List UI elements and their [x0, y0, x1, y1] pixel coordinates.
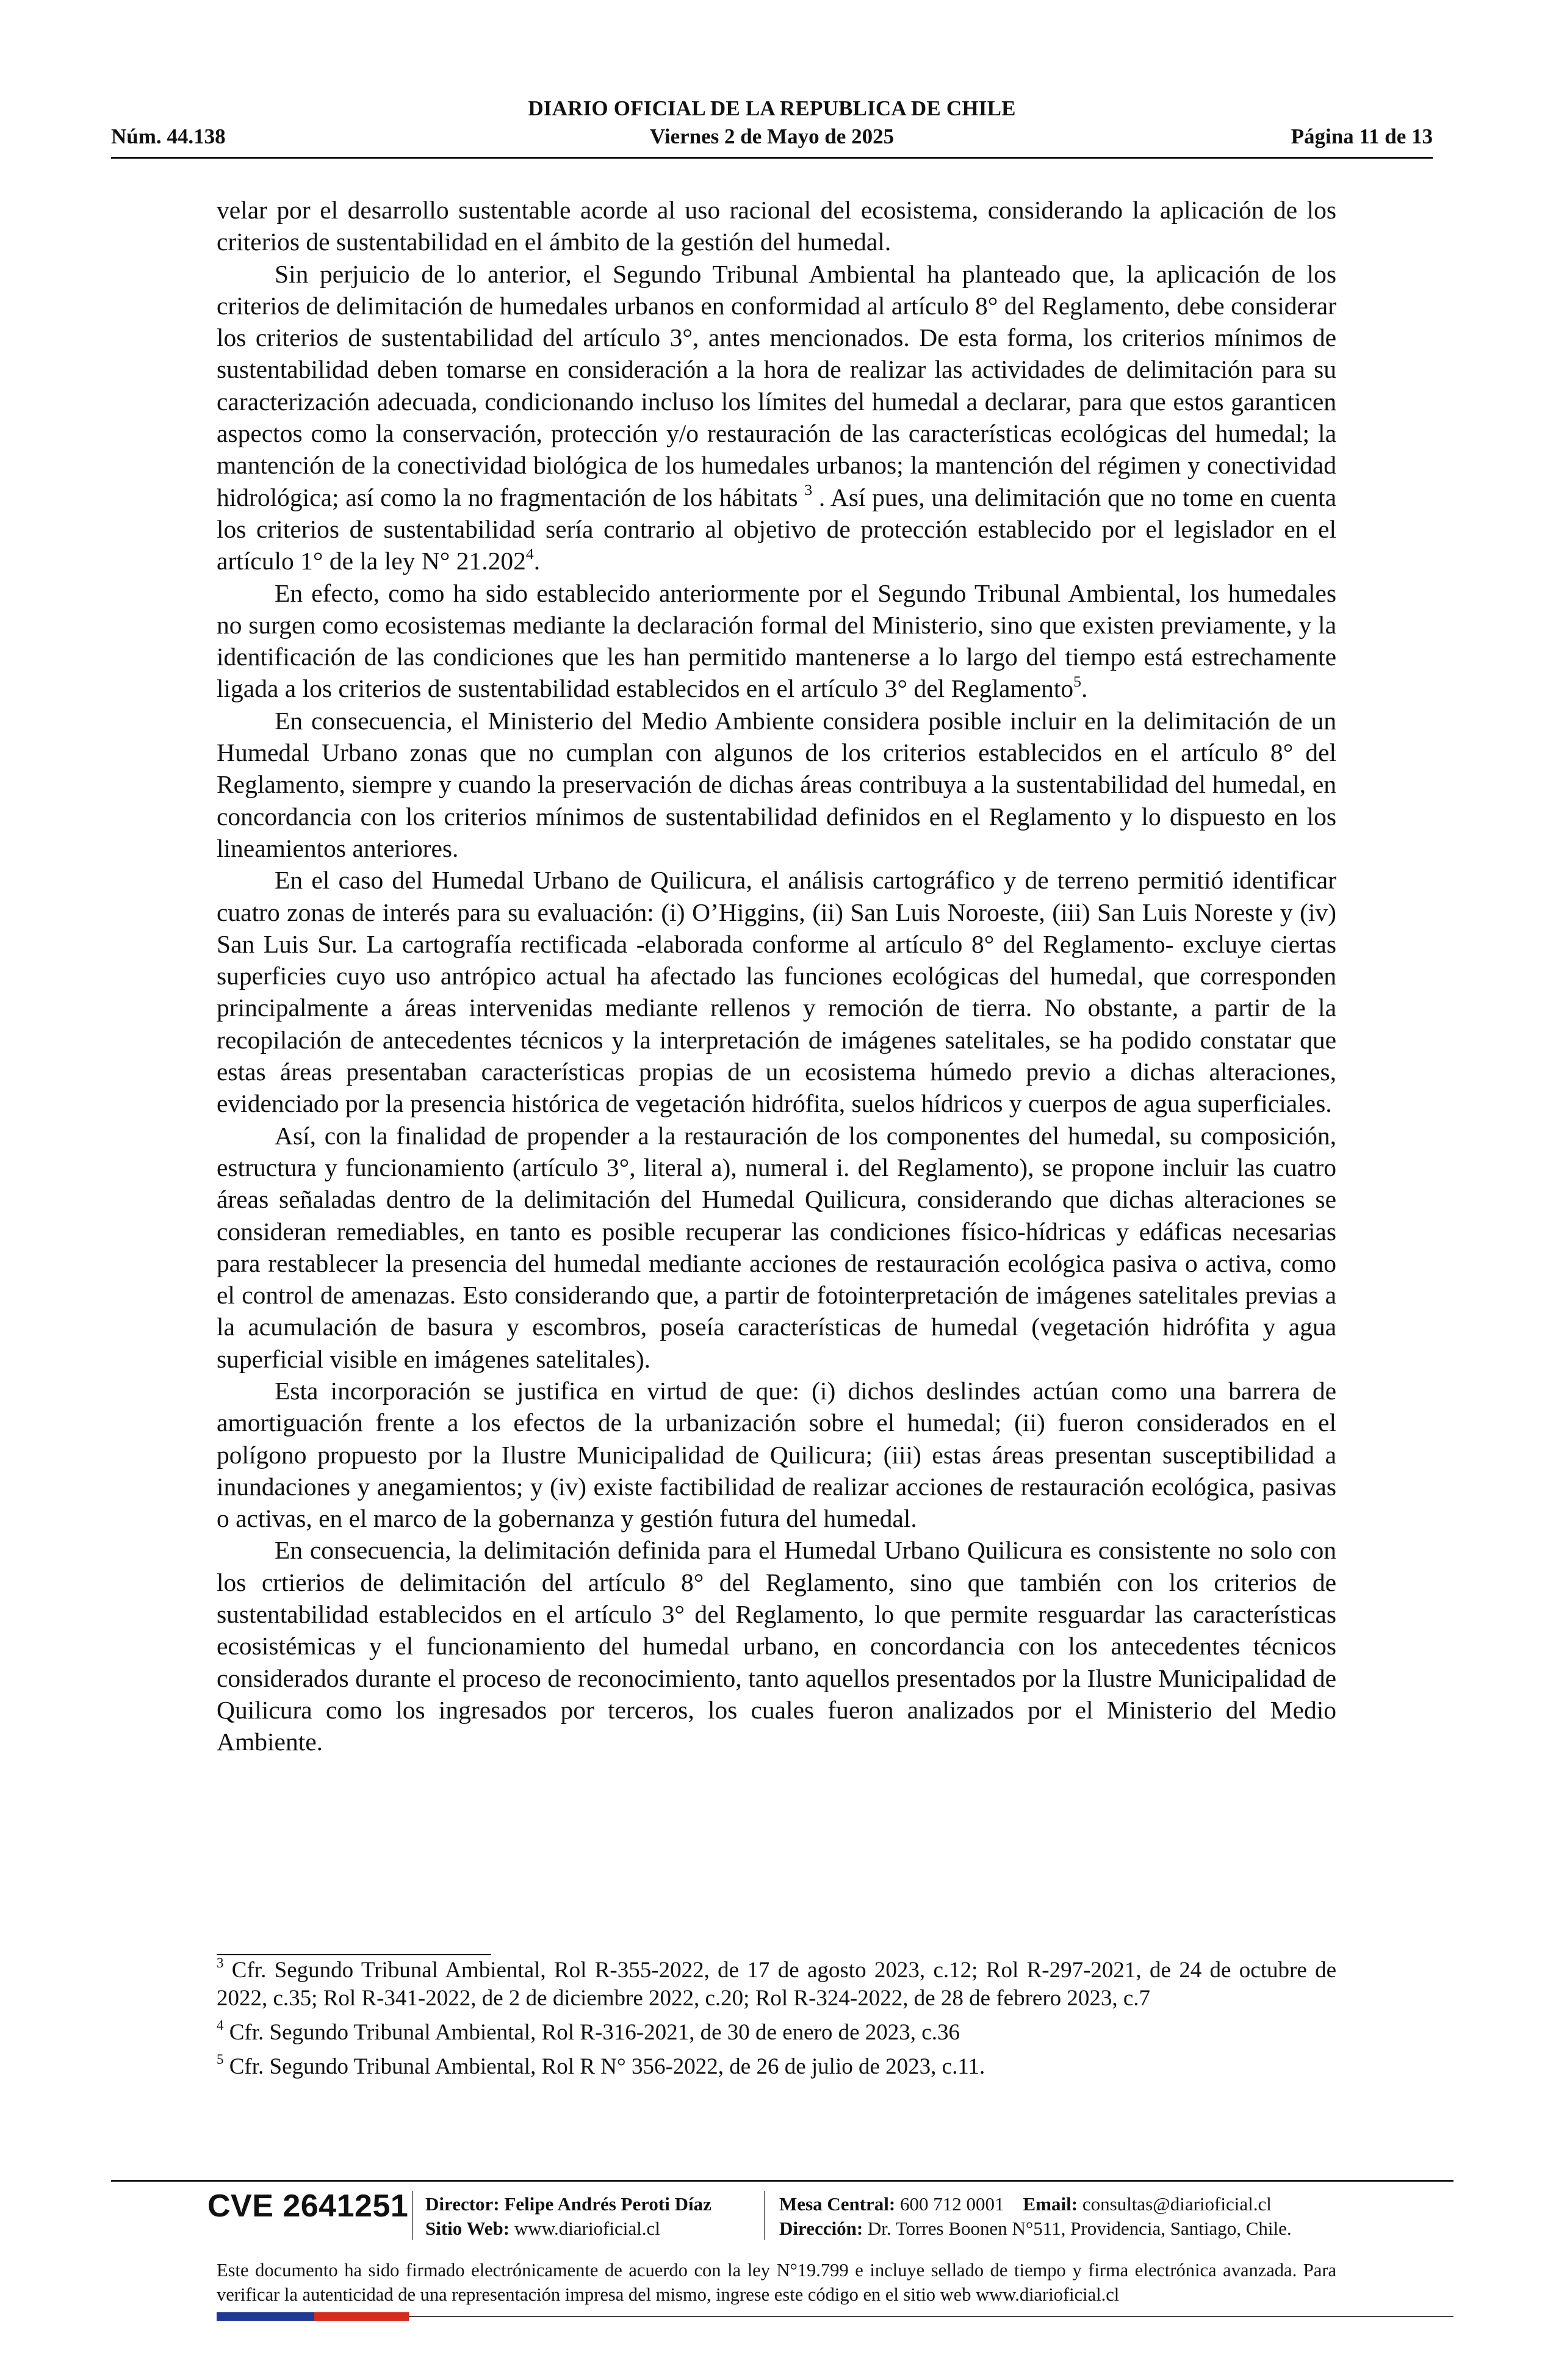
footnote-text: Cfr. Segundo Tribunal Ambiental, Rol R-316-2021, de 30 de enero de 2023, c.36	[223, 2020, 960, 2045]
body-paragraph: Esta incorporación se justifica en virtud de que: (i) dichos deslindes actúan como una barrera de amortiguación frente a los efectos de la urbanización sobre el humedal; (ii) fueron considerados en el polígono propuesto por la Ilustre Municipalidad de Quilicura; (iii) estas áreas presentan susceptibilidad a inundaciones y anegamientos; y (iv) existe factibilidad de realizar acciones de restauración ecológica, pasivas o activas, en el marco de la gobernanza y gestión futura del humedal.	[217, 1376, 1336, 1533]
footnote-text: Cfr. Segundo Tribunal Ambiental, Rol R N° 356-2022, de 26 de julio de 2023, c.11.	[223, 2054, 985, 2079]
legal-notice: Este documento ha sido firmado electrónicamente de acuerdo con la ley N°19.799 e incluye sellado de tiempo y firma electrónica avanzada. Para verificar la autenticidad de una representación impresa del mismo, ingrese este código en el sitio web www.diarioficial.cl	[217, 2260, 1336, 2305]
issue-number: Núm. 44.138	[111, 124, 226, 148]
footer-separator	[412, 2191, 413, 2240]
page-header	[111, 96, 1433, 157]
flag-bar-red	[314, 2312, 409, 2321]
website-link[interactable]: www.diarioficial.cl	[514, 2218, 660, 2239]
issue-date: Viernes 2 de Mayo de 2025	[649, 124, 895, 148]
footnote	[217, 2019, 1336, 2047]
body-paragraph: En consecuencia, la delimitación definida para el Humedal Urbano Quilicura es consistente no solo con los crtierios de delimitación del artículo 8° del Reglamento, sino que también con los criterios de sustentabilidad establecidos en el artículo 3° del Reglamento, lo que permite resguardar las características ecosistémicas y el funcionamiento del humedal urbano, en concordancia con los antecedentes técnicos considerados durante el proceso de reconocimiento, tanto aquellos presentados por la Ilustre Municipalidad de Quilicura como los ingresados por terceros, los cuales fueron analizados por el Ministerio del Medio Ambiente.	[217, 1536, 1336, 1756]
phone-label: Mesa Central:	[779, 2193, 896, 2215]
body-paragraph: velar por el desarrollo sustentable acorde al uso racional del ecosistema, considerando la aplicación de los criterios de sustentabilidad en el ámbito de la gestión del humedal.	[217, 196, 1336, 256]
body-paragraph: En consecuencia, el Ministerio del Medio Ambiente considera posible incluir en la delimitación de un Humedal Urbano zonas que no cumplan con algunos de los criterios establecidos en el artículo 8° del Reglamento, siempre y cuando la preservación de dichas áreas contribuya a la sustentabilidad del humedal, en concordancia con los criterios mínimos de sustentabilidad definidos en el Reglamento y lo dispuesto en los lineamientos anteriores.	[217, 706, 1336, 862]
footer-contact-block	[779, 2192, 1292, 2241]
phone-number: 600 712 0001	[900, 2193, 1004, 2215]
footnote-divider	[217, 1954, 491, 1955]
director-name: Felipe Andrés Peroti Díaz	[504, 2193, 711, 2215]
body-paragraph: En el caso del Humedal Urbano de Quilicura, el análisis cartográfico y de terreno permitió identificar cuatro zonas de interés para su evaluación: (i) O’Higgins, (ii) San Luis Noroeste, (iii) San Luis Noreste y (iv) San Luis Sur. La cartografía rectificada -elaborada conforme al artículo 8° del Reglamento- excluye ciertas superficies cuyo uso antrópico actual ha afectado las funciones ecológicas del humedal, que corresponden principalmente a áreas intervenidas mediante rellenos y remoción de tierra. No obstante, a partir de la recopilación de antecedentes técnicos y la interpretación de imágenes satelitales, se ha podido constatar que estas áreas presentaban características propias de un ecosistema húmedo previo a dichas alteraciones, evidenciado por la presencia histórica de vegetación hidrófita, suelos hídricos y cuerpos de agua superficiales.	[217, 866, 1336, 1118]
footnote-mark: 5	[217, 2052, 224, 2068]
flag-bar-blue	[217, 2312, 314, 2321]
address-value: Dr. Torres Boonen N°511, Providencia, Santiago, Chile.	[867, 2218, 1292, 2239]
header-divider	[111, 157, 1433, 159]
address-label: Dirección:	[779, 2218, 863, 2239]
director-label: Director:	[425, 2193, 500, 2215]
email-label: Email:	[1023, 2193, 1078, 2215]
body-paragraph: En efecto, como ha sido establecido anteriormente por el Segundo Tribunal Ambiental, los humedales no surgen como ecosistemas mediante la declaración formal del Ministerio, sino que existen previamente, y la identificación de las condiciones que les han permitido mantenerse a lo largo del tiempo está estrechamente ligada a los criterios de sustentabilidad establecidos en el artículo 3° del Reglamento$^5$.	[217, 579, 1336, 703]
body-paragraph: Así, con la finalidad de propender a la restauración de los componentes del humedal, su composición, estructura y funcionamiento (artículo 3°, literal a), numeral i. del Reglamento), se propone incluir las cuatro áreas señaladas dentro de la delimitación del Humedal Quilicura, considerando que dichas alteraciones se consideran remediables, en tanto es posible recuperar las condiciones físico-hídricas y edáficas necesarias para restablecer la presencia del humedal mediante acciones de restauración ecológica pasiva o activa, como el control de amenazas. Esto considerando que, a partir de fotointerpretación de imágenes satelitales previas a la acumulación de basura y escombros, poseía características de humedal (vegetación hidrófita y agua superficial visible en imágenes satelitales).	[217, 1121, 1336, 1373]
footnote-mark: 4	[217, 2018, 224, 2033]
document-body	[217, 194, 1336, 1758]
footer-separator	[764, 2191, 765, 2240]
body-paragraph: Sin perjuicio de lo anterior, el Segundo Tribunal Ambiental ha planteado que, la aplicación de los criterios de delimitación de humedales urbanos en conformidad al artículo 8° del Reglamento, debe considerar los criterios de sustentabilidad del artículo 3°, antes mencionados. De esta forma, los criterios mínimos de sustentabilidad deben tomarse en consideración a la hora de realizar las actividades de delimitación para su caracterización adecuada, condicionando incluso los límites del humedal a declarar, para que estos garanticen aspectos como la conservación, protección y/o restauración de las características ecológicas del humedal; la mantención de la conectividad biológica de los humedales urbanos; la mantención del régimen y conectividad hidrológica; así como la no fragmentación de los hábitats $^3$ . Así pues, una delimitación que no tome en cuenta los criterios de sustentabilidad sería contrario al objetivo de protección establecido por el legislador en el artículo 1° de la ley N° 21.202$^4$.	[217, 259, 1336, 575]
website-label: Sitio Web:	[425, 2218, 510, 2239]
footnotes	[217, 1956, 1336, 2081]
cve-code: CVE 2641251	[207, 2188, 409, 2224]
footnote-text: Cfr. Segundo Tribunal Ambiental, Rol R-355-2022, de 17 de agosto 2023, c.12; Rol R-297-2021, de 24 de octubre de 2022, c.35; Rol R-341-2022, de 2 de diciembre 2022, c.20; Rol R-324-2022, de 28 de febrero 2023, c.7	[217, 1958, 1336, 2011]
bottom-divider	[409, 2316, 1453, 2317]
footer-director-block	[425, 2192, 711, 2241]
footnote-mark: 3	[217, 1955, 224, 1971]
footnote	[217, 1956, 1336, 2013]
email-link[interactable]: consultas@diarioficial.cl	[1082, 2193, 1272, 2215]
publication-title: DIARIO OFICIAL DE LA REPUBLICA DE CHILE	[528, 96, 1016, 120]
page-indicator: Página 11 de 13	[1291, 124, 1433, 148]
footnote	[217, 2053, 1336, 2081]
footer-divider	[111, 2180, 1453, 2182]
